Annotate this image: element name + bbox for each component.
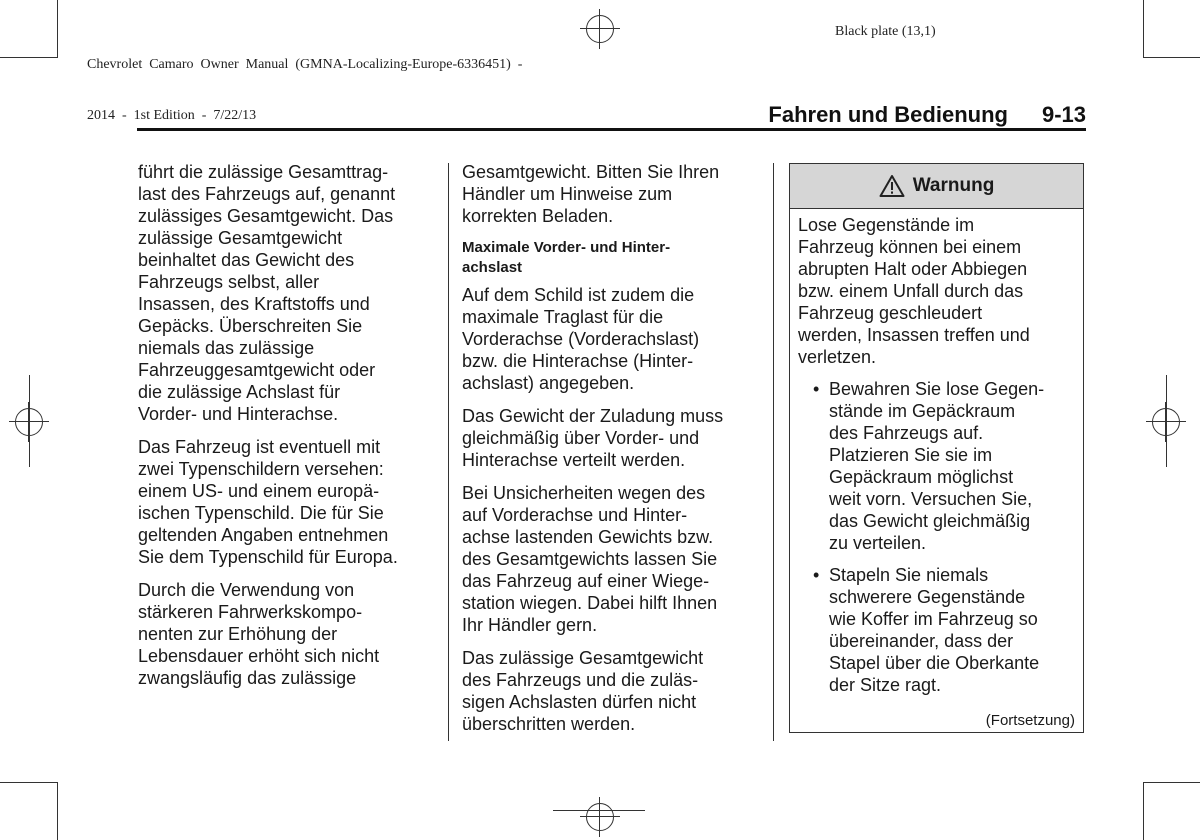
crop-mark xyxy=(57,782,58,840)
paragraph: führt die zulässige Gesamttrag- last des Fahrzeugs auf, genannt zulässiges Gesamtgewicht. Das zulässige Gesamtgewicht beinhaltet das Gewicht des Fahrzeugs selbst, aller Insassen, des Kraftstoffs und Gepäcks. Überschreiten Sie niemals das zulässige Fahrzeuggesamtgewicht oder die zulässige Achslast für Vorder- und Hinterachse. xyxy=(138,162,396,424)
paragraph: Gesamtgewicht. Bitten Sie Ihren Händler um Hinweise zum korrekten Beladen. xyxy=(462,162,720,226)
crop-mark xyxy=(0,57,58,58)
running-head xyxy=(137,102,1086,128)
page-number: 9-13 xyxy=(1041,102,1086,127)
paragraph: Bei Unsicherheiten wegen des auf Vorderachse und Hinter- achse lastenden Gewichts bzw. des Gesamtgewichts lassen Sie das Fahrzeug auf einer Wiege- station wiegen. Dabei hilft Ihnen Ihr Händler gern. xyxy=(462,483,718,635)
continued-note: (Fortsetzung) xyxy=(985,712,1075,729)
bullet-text: Stapeln Sie niemals schwerere Gegenstände wie Koffer im Fahrzeug so übereinander, dass der Stapel über die Oberkante der Sitze ragt. xyxy=(829,565,1040,695)
paragraph: Durch die Verwendung von stärkeren Fahrwerkskompo- nenten zur Erhöhung der Lebensdauer erhöht sich nicht zwangsläufig das zulässige xyxy=(138,580,380,688)
warning-header xyxy=(790,164,1083,209)
section-title: Fahren und Bedienung xyxy=(768,102,1008,127)
paragraph: Auf dem Schild ist zudem die maximale Traglast für die Vorderachse (Vorderachslast) bzw. die Hinterachse (Hinter- achslast) angegeben. xyxy=(462,285,700,393)
crop-mark xyxy=(1143,57,1200,58)
column-divider xyxy=(448,163,449,741)
crop-mark xyxy=(1143,0,1144,58)
bullet-icon: • xyxy=(813,565,820,585)
list-item xyxy=(798,564,1080,696)
paragraph: Das Gewicht der Zuladung muss gleichmäßig über Vorder- und Hinterachse verteilt werden. xyxy=(462,406,724,470)
text-column-1 xyxy=(138,161,438,700)
subheading: Maximale Vorder- und Hinter- achslast xyxy=(462,239,671,276)
registration-mark-icon xyxy=(9,402,49,442)
bullet-icon: • xyxy=(813,379,820,399)
warning-triangle-icon xyxy=(879,174,905,198)
crop-mark xyxy=(1143,782,1200,783)
registration-mark-icon xyxy=(580,797,620,837)
column-divider xyxy=(773,163,774,741)
warning-box xyxy=(789,163,1084,733)
bullet-text: Bewahren Sie lose Gegen- stände im Gepäckraum des Fahrzeugs auf. Platzieren Sie sie im Gepäckraum möglichst weit vorn. Versuchen Sie, das Gewicht gleichmäßig zu verteilen. xyxy=(829,379,1045,553)
warning-body xyxy=(798,214,1080,706)
warning-intro: Lose Gegenstände im Fahrzeug können bei einem abrupten Halt oder Abbiegen bzw. einem Unfall durch das Fahrzeug geschleudert werden, Insassen treffen und verletzen. xyxy=(798,215,1030,367)
print-header-line2: 2014 - 1st Edition - 7/22/13 xyxy=(87,108,257,123)
crop-mark xyxy=(57,0,58,58)
text-column-2 xyxy=(462,161,762,746)
crop-mark xyxy=(1143,782,1144,840)
header-rule xyxy=(137,128,1086,131)
registration-mark-icon xyxy=(580,9,620,49)
paragraph: Das zulässige Gesamtgewicht des Fahrzeugs und die zuläs- sigen Achslasten dürfen nicht überschritten werden. xyxy=(462,648,704,734)
warning-title: Warnung xyxy=(912,175,995,196)
list-item xyxy=(798,378,1080,554)
print-header-right: Black plate (13,1) xyxy=(835,24,936,39)
paragraph: Das Fahrzeug ist eventuell mit zwei Typenschildern versehen: einem US- und einem europä- ischen Typenschild. Die für Sie geltenden Angaben entnehmen Sie dem Typenschild für Europa. xyxy=(138,437,398,567)
print-header-line1: Chevrolet Camaro Owner Manual (GMNA-Localizing-Europe-6336451) - xyxy=(87,57,523,72)
crop-mark xyxy=(0,782,58,783)
registration-mark-icon xyxy=(1146,402,1186,442)
